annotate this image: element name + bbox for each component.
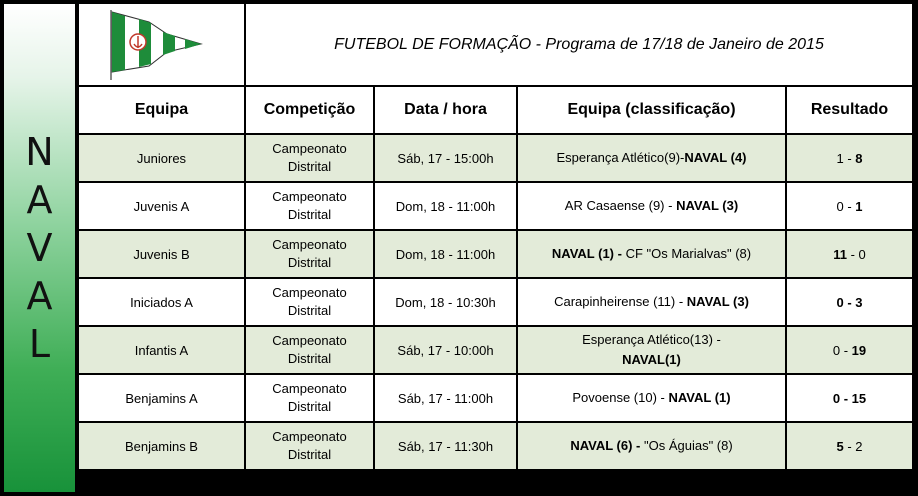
result-cell (787, 423, 912, 471)
competition-line: Distrital (287, 447, 332, 462)
competition-line: Distrital (287, 207, 332, 222)
date-cell (375, 423, 518, 471)
table-row (79, 375, 912, 423)
competition-cell (246, 423, 375, 471)
competition-cell (246, 327, 375, 375)
sidebar-letter: A (26, 274, 53, 318)
club-flag-logo-icon (105, 6, 205, 82)
competition-line: Distrital (287, 351, 332, 366)
match-text: Esperança Atlético(13) - (582, 332, 721, 347)
match-text: Carapinheirense (11) - (554, 294, 687, 309)
team-name: Infantis A (134, 342, 189, 358)
table-row (79, 327, 912, 375)
header-classificacao: Equipa (classificação) (518, 87, 787, 135)
result-cell (787, 183, 912, 231)
date-time: Sáb, 17 - 11:00h (397, 390, 494, 406)
competition-line: Campeonato (272, 333, 347, 348)
date-cell (375, 279, 518, 327)
team-cell (79, 279, 246, 327)
header-resultado: Resultado (787, 87, 912, 135)
result-score: 1 - (836, 150, 856, 166)
date-cell (375, 375, 518, 423)
competition-line: Campeonato (272, 237, 347, 252)
competition-line: Campeonato (272, 141, 347, 156)
competition-line: Campeonato (272, 429, 347, 444)
competition-cell (246, 183, 375, 231)
table-row (79, 279, 912, 327)
competition-cell (246, 279, 375, 327)
team-name: Juniores (136, 150, 187, 166)
team-cell (79, 183, 246, 231)
team-cell (79, 375, 246, 423)
match-naval: NAVAL (3) (676, 198, 739, 213)
match-text: Povoense (10) - (572, 390, 669, 405)
team-name: Juvenis A (133, 198, 190, 214)
sidebar-letter: A (26, 178, 53, 222)
date-cell (375, 231, 518, 279)
competition-line: Distrital (287, 399, 332, 414)
sidebar-letter: V (26, 226, 53, 270)
match-cell (518, 423, 787, 471)
logo-cell (79, 4, 244, 85)
result-cell (787, 231, 912, 279)
match-text: AR Casaense (9) - (564, 198, 677, 213)
match-cell (518, 183, 787, 231)
result-score: - 2 (843, 438, 863, 454)
team-name: Juvenis B (133, 246, 190, 262)
result-score-bold: 8 (855, 150, 863, 166)
team-cell (79, 135, 246, 183)
naval-sidebar (4, 4, 75, 492)
result-cell (787, 375, 912, 423)
team-name: Benjamins B (125, 438, 198, 454)
match-naval: NAVAL(1) (622, 352, 681, 367)
match-cell (518, 135, 787, 183)
competition-cell (246, 375, 375, 423)
date-time: Dom, 18 - 11:00h (395, 198, 496, 214)
team-cell (79, 327, 246, 375)
table-row (79, 135, 912, 183)
match-text: "Os Águias" (8) (643, 438, 733, 453)
date-cell (375, 183, 518, 231)
competition-cell (246, 231, 375, 279)
team-name: Benjamins A (125, 390, 198, 406)
match-naval: NAVAL (6) - (570, 438, 644, 453)
result-cell (787, 135, 912, 183)
header-competicao: Competição (246, 87, 375, 135)
date-time: Sáb, 17 - 11:30h (397, 438, 494, 454)
result-score-bold: 5 (836, 438, 844, 454)
result-cell (787, 327, 912, 375)
table-row (79, 423, 912, 471)
competition-line: Campeonato (272, 285, 347, 300)
match-cell (518, 279, 787, 327)
competition-line: Campeonato (272, 381, 347, 396)
match-cell (518, 327, 787, 375)
competition-line: Campeonato (272, 189, 347, 204)
page-title: FUTEBOL DE FORMAÇÃO - Programa de 17/18 de Janeiro de 2015 (246, 4, 912, 85)
result-score-bold: 0 - 15 (832, 390, 867, 406)
match-naval: NAVAL (3) (686, 294, 749, 309)
date-cell (375, 327, 518, 375)
match-text: Esperança Atlético(9)- (556, 150, 685, 165)
match-naval: NAVAL (1) - (551, 246, 626, 261)
match-cell (518, 231, 787, 279)
team-cell (79, 231, 246, 279)
table-header-row (79, 87, 912, 135)
team-name: Iniciados A (130, 294, 193, 310)
date-time: Dom, 18 - 11:00h (395, 246, 496, 262)
result-score-bold: 0 - 3 (836, 294, 863, 310)
header-data-hora: Data / hora (375, 87, 518, 135)
table-row (79, 183, 912, 231)
competition-line: Distrital (287, 303, 332, 318)
sidebar-letter: L (28, 322, 51, 366)
match-text: CF "Os Marialvas" (8) (625, 246, 752, 261)
sidebar-letter: N (25, 130, 54, 174)
competition-line: Distrital (287, 255, 332, 270)
schedule-table (79, 87, 912, 471)
date-time: Dom, 18 - 10:30h (395, 294, 496, 310)
result-score-bold: 1 (855, 198, 863, 214)
header-equipa: Equipa (79, 87, 246, 135)
result-score-bold: 11 (833, 246, 847, 262)
date-cell (375, 135, 518, 183)
result-score: 0 - (836, 198, 856, 214)
match-cell (518, 375, 787, 423)
team-cell (79, 423, 246, 471)
table-row (79, 231, 912, 279)
match-naval: NAVAL (4) (684, 150, 747, 165)
result-score: 0 - (832, 342, 852, 358)
result-score: - 0 (846, 246, 866, 262)
result-score-bold: 19 (851, 342, 867, 358)
competition-line: Distrital (287, 159, 332, 174)
match-naval: NAVAL (1) (668, 390, 731, 405)
result-cell (787, 279, 912, 327)
date-time: Sáb, 17 - 10:00h (397, 342, 494, 358)
competition-cell (246, 135, 375, 183)
date-time: Sáb, 17 - 15:00h (397, 150, 494, 166)
